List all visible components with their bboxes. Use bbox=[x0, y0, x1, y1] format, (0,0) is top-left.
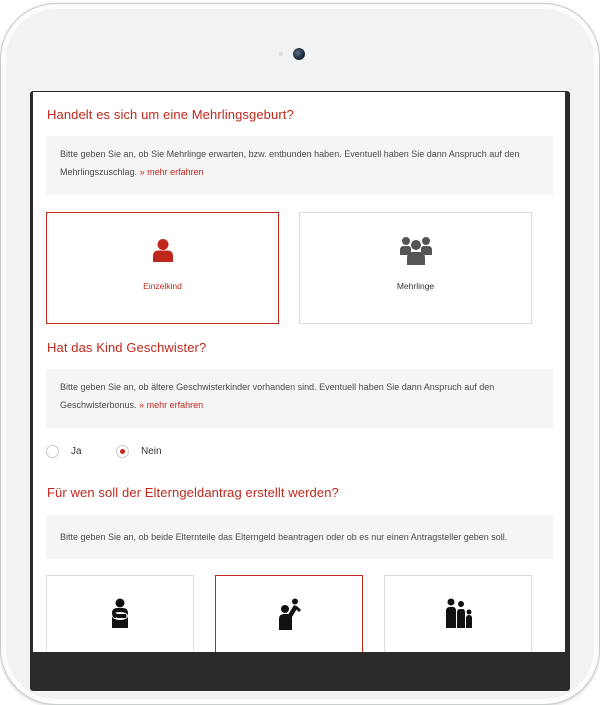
geschwister-info-box bbox=[46, 369, 553, 428]
group-icon bbox=[400, 235, 432, 265]
radio-option-ja[interactable] bbox=[46, 445, 82, 458]
geschwister-more-link[interactable]: » mehr erfahren bbox=[139, 400, 204, 410]
geschwister-title: Hat das Kind Geschwister? bbox=[47, 340, 207, 355]
radio-button-ja[interactable] bbox=[46, 445, 59, 458]
option-mehrlinge-card[interactable] bbox=[299, 212, 532, 324]
option-familie-card[interactable] bbox=[384, 575, 532, 652]
mehrlinge-info-box bbox=[46, 136, 553, 195]
antrag-title: Für wen soll der Elterngeldantrag erstellt werden? bbox=[47, 485, 339, 500]
option-mutter-card[interactable] bbox=[46, 575, 194, 652]
person-icon bbox=[152, 238, 174, 262]
geschwister-info-text: Bitte geben Sie an, ob ältere Geschwisterkinder vorhanden sind. Eventuell haben Sie dann Anspruch auf den Geschwisterbonus. bbox=[60, 382, 495, 410]
mehrlinge-info-text: Bitte geben Sie an, ob Sie Mehrlinge erwarten, bzw. entbunden haben. Eventuell haben Sie dann Anspruch auf den Mehrlingszuschlag. bbox=[60, 149, 520, 177]
mehrlinge-more-link[interactable]: » mehr erfahren bbox=[139, 167, 204, 177]
option-einzelkind-card[interactable] bbox=[46, 212, 279, 324]
father-child-icon bbox=[277, 598, 301, 630]
family-icon bbox=[443, 598, 473, 628]
screen bbox=[33, 92, 565, 652]
antrag-info-box bbox=[46, 515, 553, 559]
radio-label-nein: Nein bbox=[141, 446, 162, 457]
antrag-info-text: Bitte geben Sie an, ob beide Elternteile das Elterngeld beantragen oder ob es nur einen Antragsteller geben soll. bbox=[60, 532, 508, 542]
front-camera bbox=[293, 48, 305, 60]
mother-baby-icon bbox=[109, 598, 131, 628]
option-einzelkind-label: Einzelkind bbox=[143, 281, 182, 291]
option-mehrlinge-label: Mehrlinge bbox=[396, 281, 435, 291]
radio-option-nein[interactable] bbox=[116, 445, 162, 458]
option-vater-card[interactable] bbox=[215, 575, 363, 652]
sensor-dot bbox=[279, 52, 283, 56]
radio-button-nein[interactable] bbox=[116, 445, 129, 458]
mehrlinge-title: Handelt es sich um eine Mehrlingsgeburt? bbox=[47, 107, 294, 122]
radio-label-ja: Ja bbox=[71, 446, 82, 457]
